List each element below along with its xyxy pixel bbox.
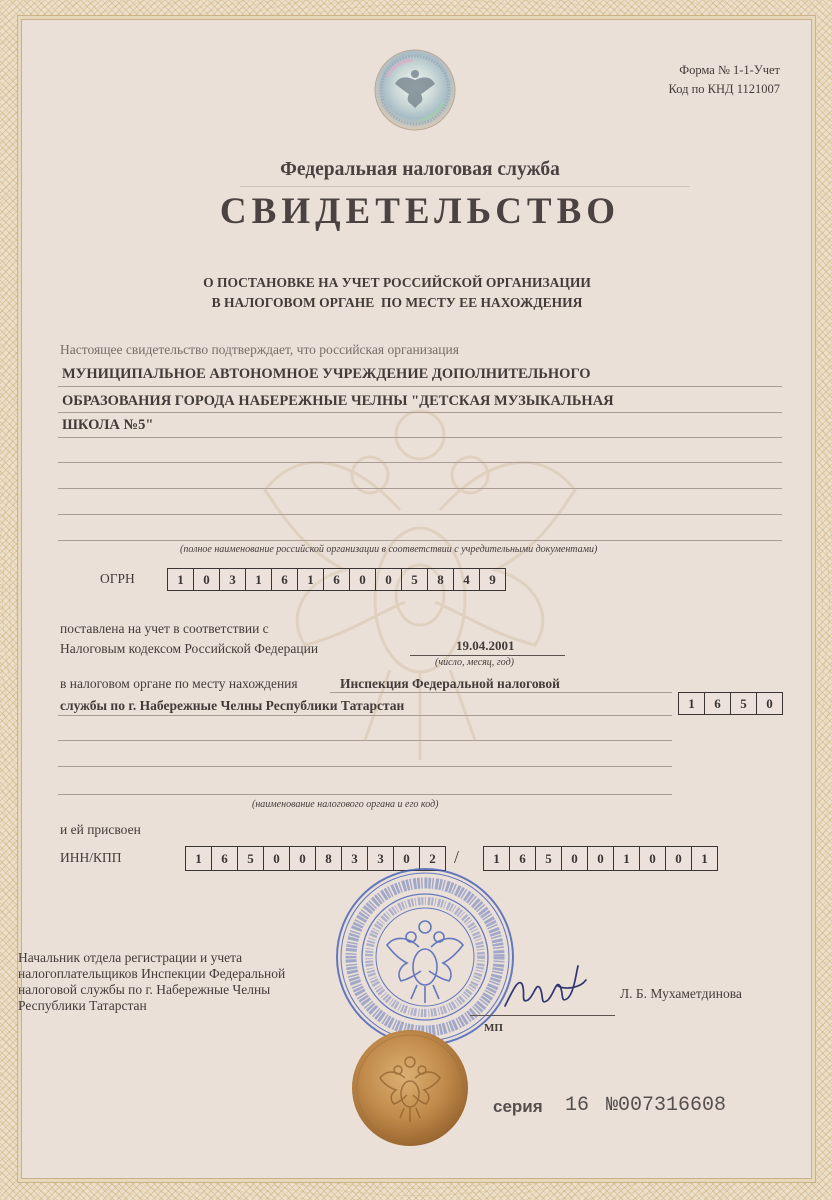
ogrn-digit-box: 6 (271, 568, 298, 591)
blank-rule (58, 386, 782, 387)
tax-organ-code-digit-box: 1 (678, 692, 705, 715)
blank-rule (58, 462, 782, 463)
kpp-digit-box: 1 (483, 846, 510, 871)
blank-rule (58, 412, 782, 413)
signatory-position-line: налоговой службы по г. Набережные Челны (18, 982, 271, 997)
signatory-name: Л. Б. Мухаметдинова (620, 986, 742, 1001)
blank-rule (58, 488, 782, 489)
kpp-digit-box: 0 (665, 846, 692, 871)
blank-rule (58, 514, 782, 515)
registration-date: 19.04.2001 (456, 638, 515, 653)
ogrn-digit-box: 5 (401, 568, 428, 591)
kpp-digit-box: 0 (639, 846, 666, 871)
inn-digit-box: 6 (211, 846, 238, 871)
inn-kpp-separator: / (454, 847, 460, 867)
signatory-position-line: налогоплательщиков Инспекции Федеральной (18, 966, 286, 981)
ogrn-digit-box: 0 (193, 568, 220, 591)
agency-rule (240, 186, 690, 187)
gold-seal (350, 1028, 470, 1148)
organization-caption: (полное наименование российской организации в соответствии с учредительными документами) (180, 544, 598, 555)
blank-rule (58, 794, 672, 795)
inn-digit-box: 1 (185, 846, 212, 871)
ogrn-digit-box: 1 (167, 568, 194, 591)
ogrn-digit-box: 3 (219, 568, 246, 591)
ogrn-digit-box: 8 (427, 568, 454, 591)
date-caption: (число, месяц, год) (435, 657, 514, 668)
assignment-intro: и ей присвоен (60, 822, 141, 837)
organization-name-line: ШКОЛА №5" (62, 417, 154, 433)
series-label: серия (493, 1097, 543, 1116)
inn-digit-box: 5 (237, 846, 264, 871)
inn-digit-box: 2 (419, 846, 446, 871)
form-number: Форма № 1-1-Учет (679, 63, 780, 77)
certificate-intro: Настоящее свидетельство подтверждает, что российская организация (60, 342, 459, 357)
inn-digit-box: 3 (367, 846, 394, 871)
blank-rule (330, 692, 672, 693)
tax-organ-code-digit-box: 6 (704, 692, 731, 715)
tax-organ-code-boxes (678, 692, 783, 715)
registration-basis-line-1: поставлена на учет в соответствии с (60, 621, 269, 636)
ogrn-label: ОГРН (100, 571, 135, 586)
ogrn-digit-box: 9 (479, 568, 506, 591)
tax-organ-name-line: службы по г. Набережные Челны Республики Татарстан (60, 698, 405, 713)
document-title: СВИДЕТЕЛЬСТВО (219, 191, 621, 232)
organization-name-line: ОБРАЗОВАНИЯ ГОРОДА НАБЕРЕЖНЫЕ ЧЕЛНЫ "ДЕТСКАЯ МУЗЫКАЛЬНАЯ (62, 393, 614, 409)
kpp-digit-box: 5 (535, 846, 562, 871)
tax-organ-code-digit-box: 0 (756, 692, 783, 715)
ogrn-digit-box: 4 (453, 568, 480, 591)
ogrn-boxes (167, 568, 506, 591)
hologram-emblem (373, 48, 457, 132)
agency-name: Федеральная налоговая служба (280, 159, 560, 180)
date-rule (410, 655, 565, 656)
signature (500, 958, 590, 1018)
subtitle-line-1: О ПОСТАНОВКЕ НА УЧЕТ РОССИЙСКОЙ ОРГАНИЗАЦИИ (203, 275, 591, 290)
ogrn-digit-box: 0 (375, 568, 402, 591)
organization-name-line: МУНИЦИПАЛЬНОЕ АВТОНОМНОЕ УЧРЕЖДЕНИЕ ДОПОЛНИТЕЛЬНОГО (62, 366, 591, 382)
knd-code: Код по КНД 1121007 (668, 82, 780, 96)
signatory-position-line: Республики Татарстан (18, 998, 147, 1013)
tax-organ-code-digit-box: 5 (730, 692, 757, 715)
inn-digit-box: 0 (393, 846, 420, 871)
organ-prefix: в налоговом органе по месту нахождения (60, 676, 298, 691)
tax-organ-caption: (наименование налогового органа и его код) (252, 799, 439, 810)
kpp-digit-box: 6 (509, 846, 536, 871)
blank-rule (58, 540, 782, 541)
inn-digit-box: 0 (289, 846, 316, 871)
kpp-digit-box: 1 (613, 846, 640, 871)
series-code: 16 (565, 1094, 590, 1117)
blank-rule (58, 437, 782, 438)
ogrn-digit-box: 1 (297, 568, 324, 591)
subtitle-line-2: В НАЛОГОВОМ ОРГАНЕ ПО МЕСТУ ЕЕ НАХОЖДЕНИЯ (211, 295, 583, 310)
tax-organ-name-line: Инспекция Федеральной налоговой (340, 676, 560, 691)
seal-mark: МП (484, 1022, 503, 1034)
kpp-digit-box: 0 (587, 846, 614, 871)
ogrn-digit-box: 1 (245, 568, 272, 591)
kpp-boxes (483, 846, 718, 871)
inn-digit-box: 8 (315, 846, 342, 871)
ogrn-digit-box: 6 (323, 568, 350, 591)
inn-digit-box: 3 (341, 846, 368, 871)
inn-digit-box: 0 (263, 846, 290, 871)
signatory-position-line: Начальник отдела регистрации и учета (18, 950, 243, 965)
kpp-digit-box: 1 (691, 846, 718, 871)
ogrn-digit-box: 0 (349, 568, 376, 591)
serial-number: №007316608 (606, 1094, 727, 1117)
blank-rule (58, 766, 672, 767)
blank-rule (58, 740, 672, 741)
blank-rule (58, 715, 672, 716)
inn-kpp-label: ИНН/КПП (60, 850, 122, 865)
registration-basis-line-2: Налоговым кодексом Российской Федерации (60, 641, 319, 656)
kpp-digit-box: 0 (561, 846, 588, 871)
